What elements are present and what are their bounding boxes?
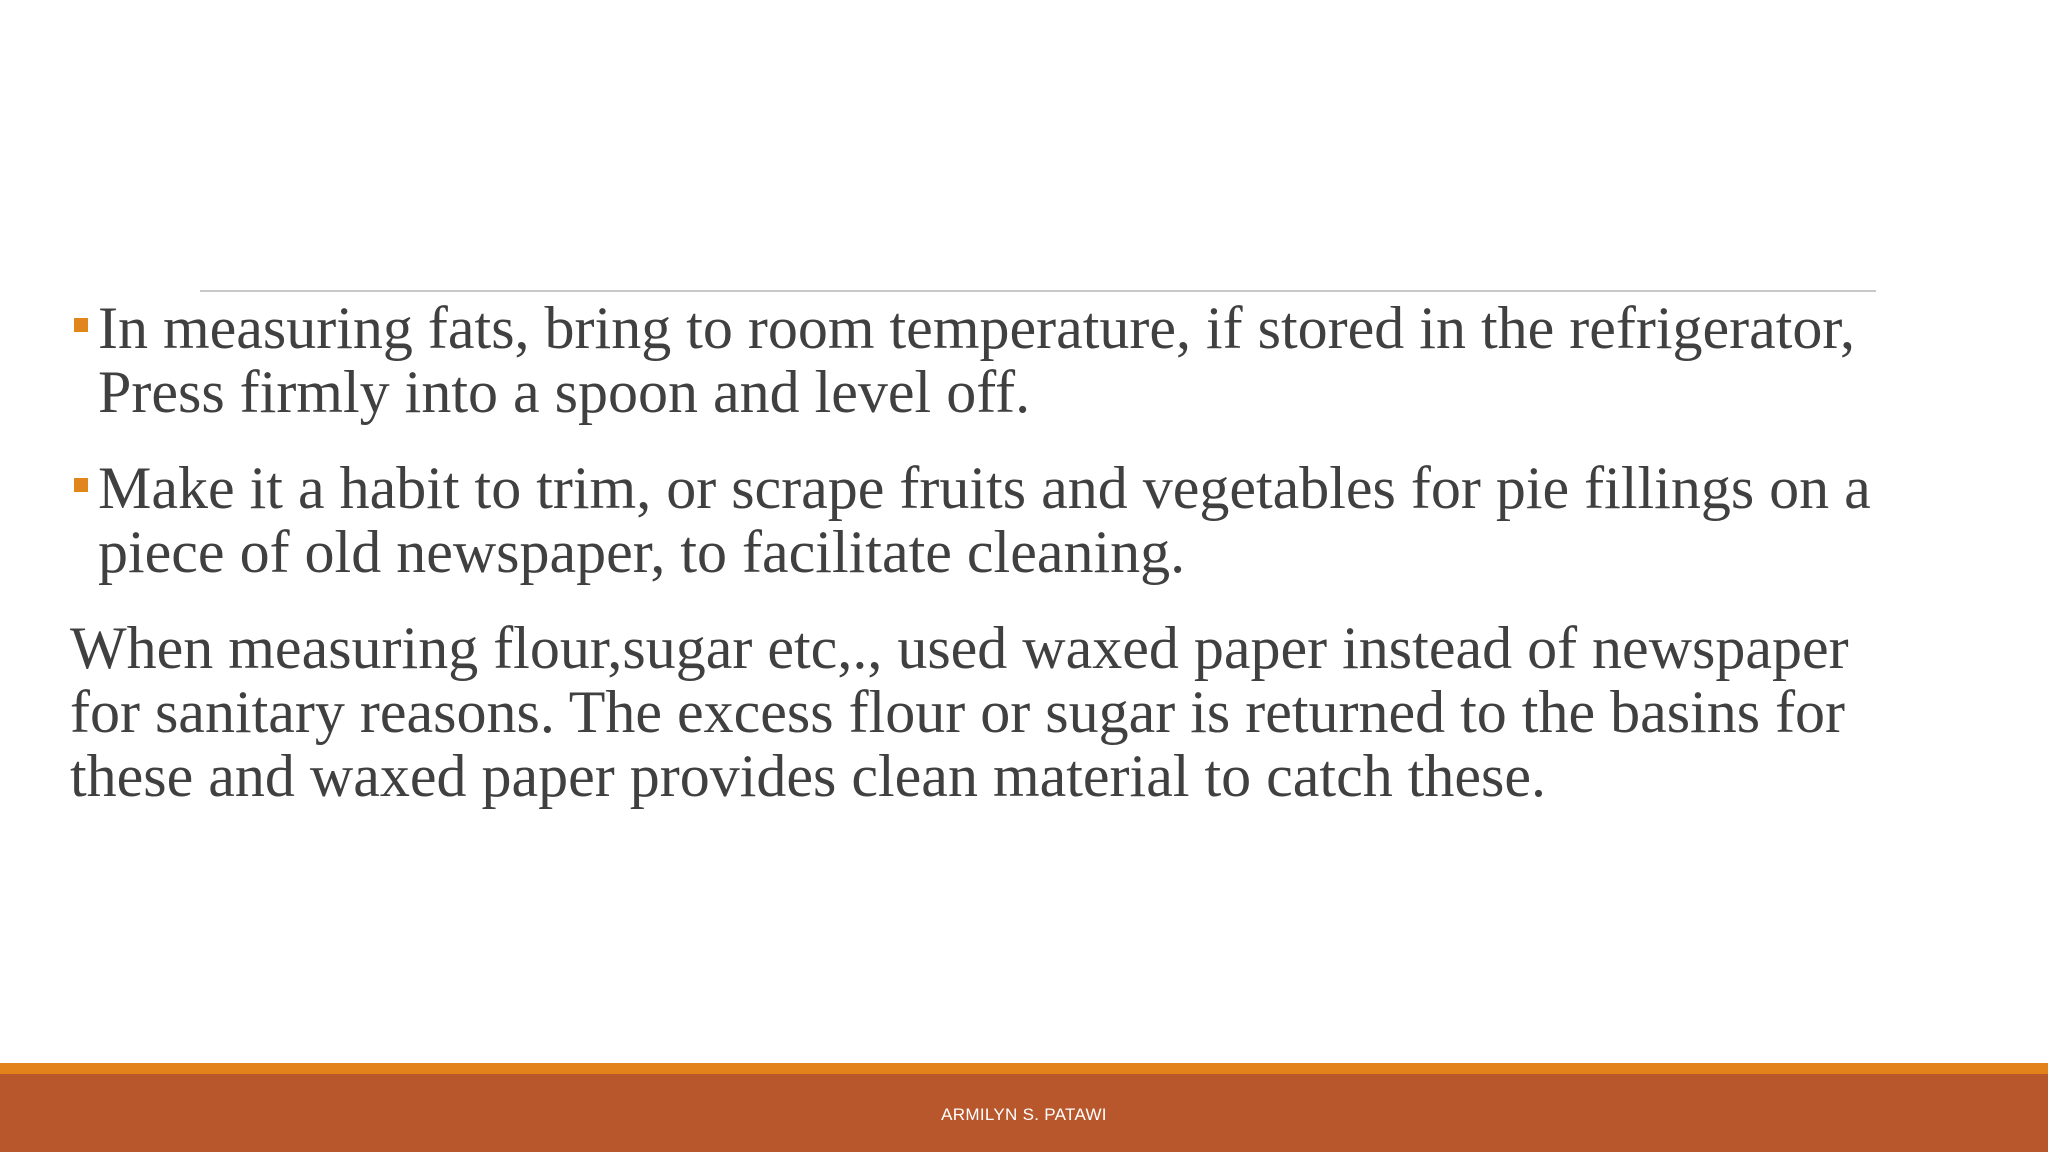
footer-author: ARMILYN S. PATAWI: [941, 1105, 1107, 1124]
bullet-item: [70, 296, 1910, 424]
bullet-text: Make it a habit to trim, or scrape fruits and vegetables for pie fillings on a piece of old newspaper, to facilitate cleaning.: [98, 455, 1871, 585]
square-bullet-icon: [74, 478, 88, 492]
title-divider-line: [200, 290, 1876, 292]
slide-content: [70, 296, 1910, 808]
bullet-text: In measuring fats, bring to room temperature, if stored in the refrigerator, Press firmly into a spoon and level off.: [98, 295, 1855, 425]
square-bullet-icon: [74, 318, 88, 332]
footer-accent-strip: [0, 1063, 2048, 1074]
body-paragraph: When measuring flour,sugar etc,., used waxed paper instead of newspaper for sanitary reasons. The excess flour or sugar is returned to the basins for these and waxed paper provides clean material to catch these.: [70, 615, 1849, 809]
bullet-item: [70, 456, 1910, 584]
